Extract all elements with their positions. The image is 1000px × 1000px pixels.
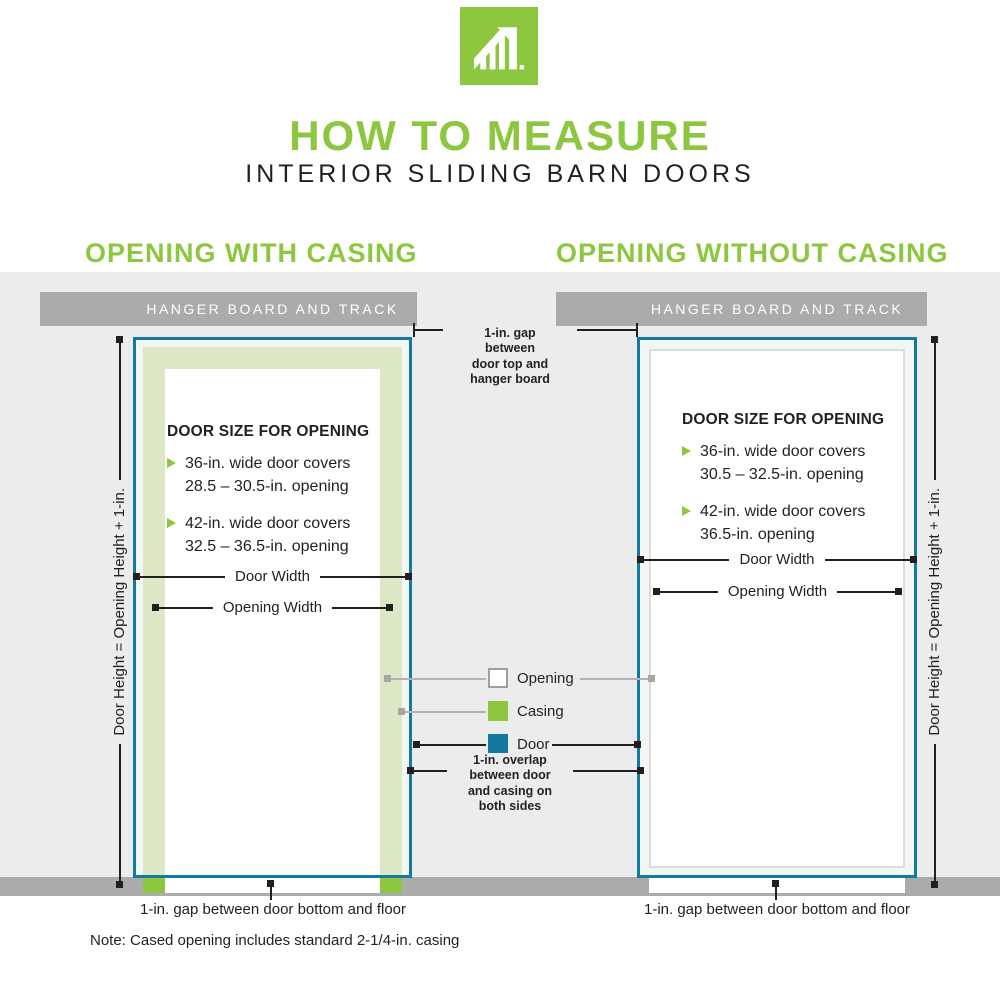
- item-line1: 42-in. wide door covers: [185, 515, 351, 533]
- page-subtitle: INTERIOR SLIDING BARN DOORS: [245, 160, 755, 188]
- item-line2: 32.5 – 36.5-in. opening: [185, 538, 349, 556]
- item-line2: 28.5 – 30.5-in. opening: [185, 477, 349, 495]
- triangle-bullet-icon: [167, 518, 176, 528]
- overlap-note: 1-in. overlap between door and casing on both sides: [447, 753, 573, 814]
- left-casing-top: [143, 347, 402, 369]
- measure-end-icon: [637, 556, 644, 563]
- heading-without-casing: OPENING WITHOUT CASING: [556, 238, 949, 268]
- brand-logo: [460, 7, 538, 85]
- gray-end-icon: [648, 675, 655, 682]
- item-line1: 42-in. wide door covers: [700, 503, 866, 521]
- measure-end-icon: [653, 588, 660, 595]
- triangle-bullet-icon: [167, 458, 176, 468]
- gray-end-icon: [384, 675, 391, 682]
- legend-door-connector-right: [552, 741, 641, 748]
- left-door-size-item: [167, 513, 369, 558]
- triangle-bullet-icon: [682, 446, 691, 456]
- left-bottom-gap-label: 1-in. gap between door bottom and floor: [139, 901, 406, 918]
- legend-door-connector-left: [413, 741, 486, 748]
- right-door-width-measure: [637, 551, 917, 568]
- left-opening-width-label: Opening Width: [222, 599, 323, 616]
- door-swatch-icon: [488, 734, 508, 754]
- legend-casing-label: Casing: [517, 703, 564, 720]
- left-door-height-label: Door Height = Opening Height + 1-in.: [111, 488, 128, 736]
- legend-door-label: Door: [517, 736, 550, 753]
- right-door-size-item: [682, 441, 884, 486]
- right-opening-width-label: Opening Width: [727, 583, 828, 600]
- item-line2: 36.5-in. opening: [700, 526, 815, 544]
- measure-end-icon: [634, 741, 641, 748]
- overlap-connector-right: [573, 767, 644, 774]
- page-title: HOW TO MEASURE: [289, 112, 711, 159]
- left-door-size-block: [167, 423, 369, 574]
- measure-end-icon: [931, 881, 938, 888]
- right-door-size-title: DOOR SIZE FOR OPENING: [682, 411, 885, 428]
- item-line1: 36-in. wide door covers: [185, 455, 351, 472]
- opening-swatch-icon: [488, 668, 508, 688]
- left-opening-width-measure: [152, 599, 393, 616]
- left-casing-below-door-left: [143, 878, 165, 893]
- left-door-width-measure: [133, 568, 412, 585]
- measure-end-icon: [267, 880, 274, 887]
- left-casing-below-door-right: [380, 878, 402, 893]
- measure-end-icon: [413, 741, 420, 748]
- measure-end-icon: [772, 880, 779, 887]
- measure-tick-icon: [636, 323, 638, 337]
- right-opening-width-measure: [653, 583, 902, 600]
- overlap-connector-left: [407, 767, 447, 774]
- legend-opening-connector-left: [384, 675, 486, 682]
- hanger-board-right-label: HANGER BOARD AND TRACK: [650, 301, 904, 317]
- measure-end-icon: [405, 573, 412, 580]
- right-door-height-measure: [926, 336, 943, 888]
- measure-end-icon: [386, 604, 393, 611]
- casing-swatch-icon: [488, 701, 508, 721]
- item-line1: 36-in. wide door covers: [700, 443, 866, 460]
- hanger-board-left-label: HANGER BOARD AND TRACK: [146, 301, 399, 317]
- left-door-height-measure: [111, 336, 128, 888]
- triangle-bullet-icon: [682, 506, 691, 516]
- legend-opening-connector-right: [580, 675, 655, 682]
- left-door-width-label: Door Width: [234, 568, 311, 585]
- left-bottom-gap-pointer: [267, 880, 274, 900]
- measure-end-icon: [637, 767, 644, 774]
- measure-end-icon: [407, 767, 414, 774]
- right-door-size-block: [682, 411, 884, 562]
- right-bottom-gap-label: 1-in. gap between door bottom and floor: [643, 901, 910, 918]
- m-logo-icon: [460, 7, 538, 85]
- footer-note: Note: Cased opening includes standard 2-1/4-in. casing: [90, 932, 460, 949]
- right-door-size-item: [682, 501, 884, 546]
- top-gap-note: 1-in. gap between door top and hanger board: [443, 326, 577, 387]
- item-line2: 30.5 – 32.5-in. opening: [700, 465, 864, 483]
- measure-end-icon: [931, 336, 938, 343]
- measure-end-icon: [133, 573, 140, 580]
- measure-end-icon: [152, 604, 159, 611]
- left-door-size-title: DOOR SIZE FOR OPENING: [167, 423, 370, 440]
- legend-casing-connector: [398, 708, 486, 715]
- legend-opening-label: Opening: [517, 670, 574, 687]
- left-door-size-item: [167, 453, 369, 498]
- measure-end-icon: [895, 588, 902, 595]
- right-bottom-gap-pointer: [772, 880, 779, 900]
- measure-end-icon: [910, 556, 917, 563]
- measure-end-icon: [116, 881, 123, 888]
- right-door-width-label: Door Width: [739, 551, 815, 568]
- measure-end-icon: [116, 336, 123, 343]
- right-door-height-label: Door Height = Opening Height + 1-in.: [926, 488, 943, 736]
- heading-with-casing: OPENING WITH CASING: [85, 238, 418, 268]
- gray-end-icon: [398, 708, 405, 715]
